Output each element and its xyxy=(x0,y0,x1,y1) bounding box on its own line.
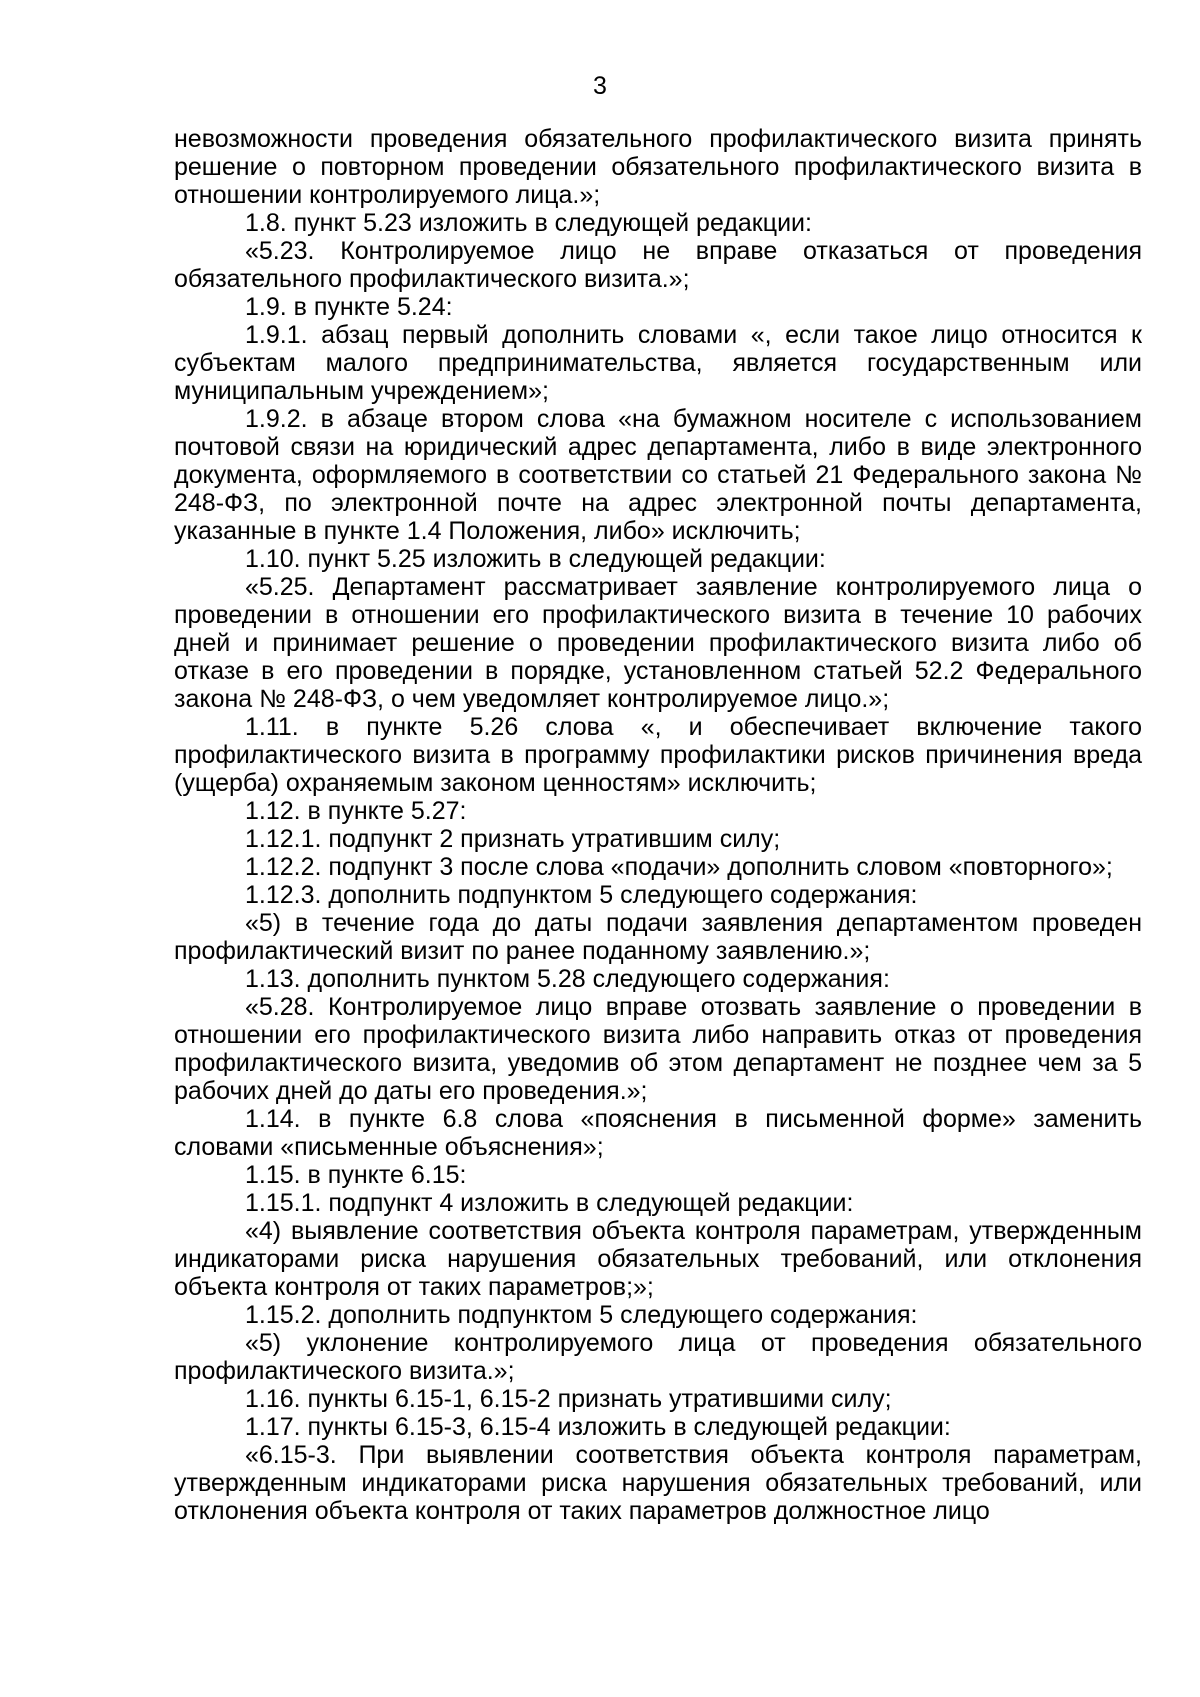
paragraph: 1.12.3. дополнить подпунктом 5 следующего содержания: xyxy=(245,881,918,909)
paragraph: 1.11. в пункте 5.26 слова «, и обеспечивает включение такого профилактического визита в программу профилактики рисков причинения вреда (ущерба) охраняемым законом ценностям» исключить; xyxy=(174,713,1142,797)
paragraph: 1.13. дополнить пунктом 5.28 следующего содержания: xyxy=(245,965,890,993)
paragraph: 1.14. в пункте 6.8 слова «пояснения в письменной форме» заменить словами «письменные объяснения»; xyxy=(174,1105,1142,1161)
paragraph: 1.9. в пункте 5.24: xyxy=(245,293,453,321)
paragraph: 1.15.2. дополнить подпунктом 5 следующего содержания: xyxy=(245,1301,918,1329)
paragraph: «5) в течение года до даты подачи заявления департаментом проведен профилактический визит по ранее поданному заявлению.»; xyxy=(174,909,1142,965)
paragraph: «6.15-3. При выявлении соответствия объекта контроля параметрам, утвержденным индикаторами риска нарушения обязательных требований, или отклонения объекта контроля от таких параметров должностное лицо xyxy=(174,1441,1142,1525)
paragraph: «5) уклонение контролируемого лица от проведения обязательного профилактического визита.»; xyxy=(174,1329,1142,1385)
page-number: 3 xyxy=(593,72,607,100)
document-body xyxy=(174,125,1142,1525)
paragraph: невозможности проведения обязательного профилактического визита принять решение о повторном проведении обязательного профилактического визита в отношении контролируемого лица.»; xyxy=(174,125,1142,209)
paragraph: «4) выявление соответствия объекта контроля параметрам, утвержденным индикаторами риска нарушения обязательных требований, или отклонения объекта контроля от таких параметров;»; xyxy=(174,1217,1142,1301)
paragraph: «5.28. Контролируемое лицо вправе отозвать заявление о проведении в отношении его профилактического визита либо направить отказ от проведения профилактического визита, уведомив об этом департамент не позднее чем за 5 рабочих дней до даты его проведения.»; xyxy=(174,993,1142,1105)
paragraph: 1.15. в пункте 6.15: xyxy=(245,1161,467,1189)
paragraph: «5.25. Департамент рассматривает заявление контролируемого лица о проведении в отношении его профилактического визита в течение 10 рабочих дней и принимает решение о проведении профилактического визита либо об отказе в его проведении в порядке, установленном статьей 52.2 Федерального закона № 248-ФЗ, о чем уведомляет контролируемое лицо.»; xyxy=(174,573,1142,713)
paragraph: 1.12.1. подпункт 2 признать утратившим силу; xyxy=(245,825,781,853)
paragraph: 1.17. пункты 6.15-3, 6.15-4 изложить в следующей редакции: xyxy=(245,1413,951,1441)
paragraph: «5.23. Контролируемое лицо не вправе отказаться от проведения обязательного профилактического визита.»; xyxy=(174,237,1142,293)
paragraph: 1.12.2. подпункт 3 после слова «подачи» дополнить словом «повторного»; xyxy=(245,853,1113,881)
paragraph: 1.9.1. абзац первый дополнить словами «, если такое лицо относится к субъектам малого предпринимательства, является государственным или муниципальным учреждением»; xyxy=(174,321,1142,405)
paragraph: 1.16. пункты 6.15-1, 6.15-2 признать утратившими силу; xyxy=(245,1385,892,1413)
paragraph: 1.9.2. в абзаце втором слова «на бумажном носителе с использованием почтовой связи на юридический адрес департамента, либо в виде электронного документа, оформляемого в соответствии со статьей 21 Федерального закона № 248-ФЗ, по электронной почте на адрес электронной почты департамента, указанные в пункте 1.4 Положения, либо» исключить; xyxy=(174,405,1142,545)
paragraph: 1.8. пункт 5.23 изложить в следующей редакции: xyxy=(245,209,812,237)
paragraph: 1.10. пункт 5.25 изложить в следующей редакции: xyxy=(245,545,826,573)
paragraph: 1.15.1. подпункт 4 изложить в следующей редакции: xyxy=(245,1189,854,1217)
paragraph: 1.12. в пункте 5.27: xyxy=(245,797,467,825)
